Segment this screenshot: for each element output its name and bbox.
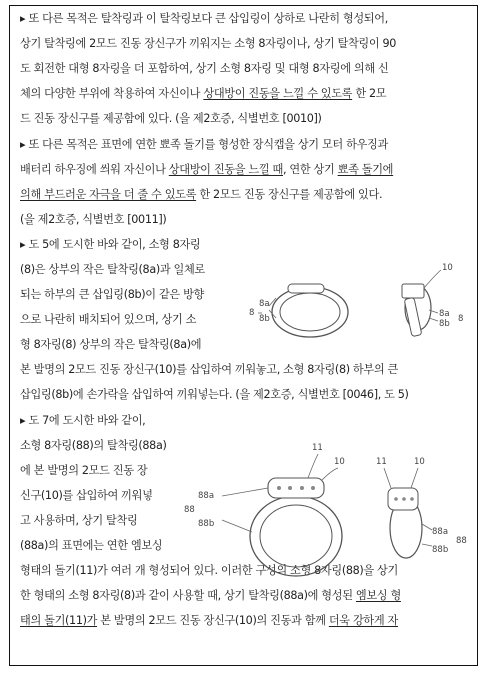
fig7-side-label-11: 11 <box>376 457 387 467</box>
para2-line4: (을 제2호증, 식별번호 [0011]) <box>20 213 167 226</box>
fig7-side-label-88b: 88b <box>432 545 449 555</box>
fig7-bump <box>277 486 281 490</box>
fig7-side-label-10: 10 <box>414 457 425 467</box>
fig5-detach-ring <box>288 284 324 293</box>
fig5-device-body <box>404 297 422 336</box>
fig5-ring-inner <box>280 293 340 331</box>
fig7-ring-outer <box>250 496 342 576</box>
para1-line2: 상기 탈착링에 2모드 진동 장신구가 끼워지는 소형 8자링이나, 상기 탈착링이 90 <box>20 37 397 50</box>
para3-line4: 으로 나란히 배치되어 있으며, 상기 소 <box>20 313 197 326</box>
para4-line8-text: 한 형태의 소형 8자링(8)과 같이 사용할 때, 상기 탈착링(88a)에 형성된 <box>20 589 356 602</box>
para2-underline-1: 상대방이 진동을 느낄 때 <box>168 163 283 176</box>
fig5-side-label-8b: 8b <box>439 319 450 329</box>
fig5-label-8b: 8b <box>259 314 270 324</box>
para1-line5: 드 진동 장신구를 제공함에 있다. (을 제2호증, 식별번호 [0010]) <box>20 112 322 125</box>
fig7-label-11: 11 <box>312 443 323 453</box>
fig7-detach-ring <box>268 478 324 498</box>
para4-line9-text: 본 발명의 2모드 진동 장신구(10)의 진동과 함께 <box>97 614 329 627</box>
para1-line1: ▸ 또 다른 목적은 탈착링과 이 탈착링보다 큰 삽입링이 상하로 나란히 형성되어, <box>20 12 388 25</box>
para2-line3 <box>20 188 382 202</box>
para2-line2-mid: , 연한 상기 <box>282 163 338 176</box>
para4-line6: (88a)의 표면에는 연한 엠보싱 <box>20 539 163 552</box>
para3-line6: 본 발명의 2모드 진동 장신구(10)를 삽입하여 끼워놓고, 소형 8자링(8) 하부의 큰 <box>20 363 398 376</box>
fig5-label-10: 10 <box>442 263 453 273</box>
para3-line5: 형 8자링(8) 상부의 작은 탈착링(8a)에 <box>20 338 202 351</box>
para4-underline-2: 태의 돌기(11)가 <box>20 614 98 627</box>
fig7-bump <box>311 486 315 490</box>
figure-7-illustration <box>182 440 476 586</box>
para1-line4-text: 체의 다양한 부위에 착용하여 자신이나 <box>20 87 204 100</box>
fig7-bump <box>300 486 304 490</box>
fig5-ring-outer <box>272 287 348 337</box>
para3-line2: (8)은 상부의 작은 탈착링(8a)과 일체로 <box>20 263 205 276</box>
para3-line1: ▸ 도 5에 도시한 바와 같이, 소형 8자링 <box>20 238 201 251</box>
para2-line3-end: 한 2모드 진동 장신구를 제공함에 있다. <box>196 188 383 201</box>
fig7-side-label-88: 88 <box>456 536 467 546</box>
para2-underline-2: 뾰족 돌기에 <box>337 163 394 176</box>
fig5-side-label-8: 8 <box>458 314 464 324</box>
fig7-label-10: 10 <box>334 457 345 467</box>
para4-line1: ▸ 도 7에 도시한 바와 같이, <box>20 414 146 427</box>
figure-5-illustration <box>236 258 476 358</box>
para4-underline-1: 엠보싱 형 <box>355 589 401 602</box>
para1-line4 <box>20 87 386 101</box>
para4-line8 <box>20 589 401 603</box>
para2-line1: ▸ 또 다른 목적은 표면에 연한 뾰족 돌기를 형성한 장식캡을 상기 모터 하우징과 <box>20 138 388 151</box>
para4-line3: 에 본 발명의 2모드 진동 장 <box>20 464 148 477</box>
para4-underline-3: 더욱 강하게 자 <box>328 614 398 627</box>
para2-underline-3: 의해 부드러운 자극을 더 줄 수 있도록 <box>20 188 197 201</box>
para2-line2-text: 배터리 하우징에 씌워 자신이나 <box>20 163 169 176</box>
para1-line3: 도 회전한 대형 8자링을 더 포함하여, 상기 소형 8자링 및 대형 8자링에 의해 신 <box>20 62 389 75</box>
fig7-side-label-88a: 88a <box>432 527 449 537</box>
para3-line3: 되는 하부의 큰 삽입링(8b)이 같은 방향 <box>20 288 204 301</box>
para4-line7: 형태의 돌기(11)가 여러 개 형성되어 있다. 이러한 구성의 소형 8자링(88)을 상기 <box>20 564 398 577</box>
para4-line4: 신구(10)를 삽입하여 끼워넣 <box>20 489 153 502</box>
para2-line2 <box>20 163 393 177</box>
para4-line2: 소형 8자링(88)의 탈착링(88a) <box>20 439 167 452</box>
fig5-side-label-8a: 8a <box>439 309 450 319</box>
fig5-device-head <box>402 284 424 298</box>
para1-line4-end: 한 2모 <box>352 87 387 100</box>
fig7-label-88: 88 <box>184 505 195 515</box>
para1-underline: 상대방이 진동을 느낄 수 있도록 <box>203 87 353 100</box>
para4-line5: 고 사용하며, 상기 탈착링 <box>20 514 138 527</box>
para3-line7: 삽입링(8b)에 손가락을 삽입하여 끼워넣는다. (을 제2호증, 식별번호 [0046], 도 5) <box>20 388 409 401</box>
fig5-label-8a: 8a <box>259 299 270 309</box>
para4-line9 <box>20 614 398 628</box>
fig7-label-88b: 88b <box>198 519 215 529</box>
fig7-bump <box>288 486 292 490</box>
fig5-label-8: 8 <box>249 308 255 318</box>
fig7-label-88a: 88a <box>198 491 215 501</box>
fig7-ring-inner <box>260 505 332 567</box>
